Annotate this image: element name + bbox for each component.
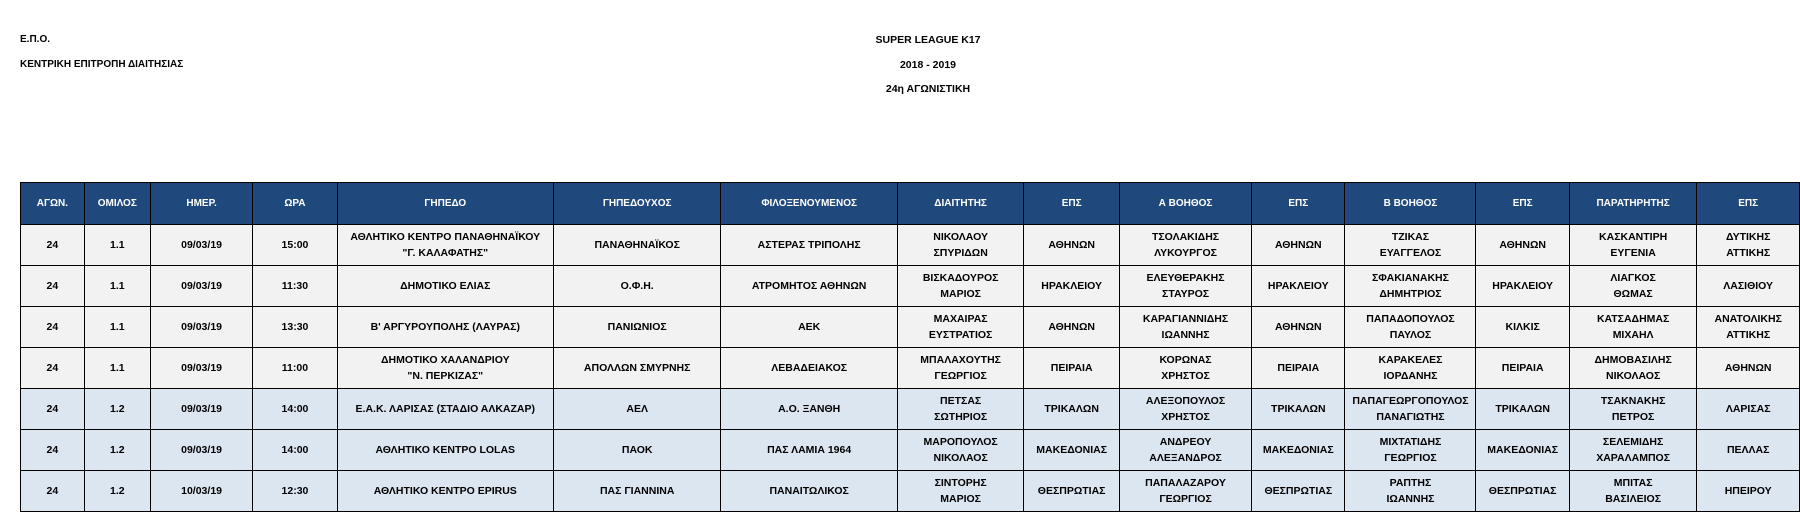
column-header: ΓΗΠΕΔΟ bbox=[337, 183, 553, 225]
table-cell: ΑΘΗΝΩΝ bbox=[1476, 225, 1569, 266]
cell-line: ΠΑΥΛΟΣ bbox=[1389, 329, 1432, 341]
table-cell: Α.Ο. ΞΑΝΘΗ bbox=[721, 389, 898, 430]
cell-line: ΤΣΑΚΝΑΚΗΣ bbox=[1600, 395, 1666, 407]
cell-line: ΜΑΧΑΙΡΑΣ bbox=[933, 313, 988, 325]
cell-line: ΓΕΩΡΓΙΟΣ bbox=[1384, 452, 1437, 464]
cell-line: ΑΝΔΡΕΟΥ bbox=[1159, 436, 1212, 448]
table-cell: 10/03/19 bbox=[150, 471, 253, 512]
table-cell: 24 bbox=[21, 389, 85, 430]
table-cell bbox=[1569, 307, 1697, 348]
table-cell: Ο.Φ.Η. bbox=[553, 266, 720, 307]
table-cell: ΜΑΚΕΔΟΝΙΑΣ bbox=[1252, 430, 1345, 471]
table-cell bbox=[897, 389, 1023, 430]
cell-line: ΠΑΠΑΛΑΖΑΡΟΥ bbox=[1145, 477, 1226, 489]
table-cell: ΗΡΑΚΛΕΙΟΥ bbox=[1476, 266, 1569, 307]
table-cell bbox=[1345, 225, 1476, 266]
season-label: 2018 - 2019 bbox=[899, 59, 957, 71]
table-cell: ΔΗΜΟΤΙΚΟ ΕΛΙΑΣ bbox=[337, 266, 553, 307]
cell-line: "Γ. ΚΑΛΑΦΑΤΗΣ" bbox=[402, 247, 489, 259]
cell-line: ΑΤΤΙΚΗΣ bbox=[1726, 247, 1771, 259]
cell-line: ΑΝΑΤΟΛΙΚΗΣ bbox=[1714, 313, 1782, 325]
table-cell: ΠΑΝΙΩΝΙΟΣ bbox=[553, 307, 720, 348]
table-row bbox=[21, 266, 1800, 307]
cell-line: ΘΩΜΑΣ bbox=[1613, 288, 1653, 300]
cell-line: ΣΕΛΕΜΙΔΗΣ bbox=[1602, 436, 1664, 448]
table-cell: ΛΕΒΑΔΕΙΑΚΟΣ bbox=[721, 348, 898, 389]
cell-line: ΧΑΡΑΛΑΜΠΟΣ bbox=[1596, 452, 1670, 464]
table-cell: Β' ΑΡΓΥΡΟΥΠΟΛΗΣ (ΛΑΥΡΑΣ) bbox=[337, 307, 553, 348]
table-cell bbox=[1697, 307, 1800, 348]
table-cell: ΑΣΤΕΡΑΣ ΤΡΙΠΟΛΗΣ bbox=[721, 225, 898, 266]
column-header: ΕΠΣ bbox=[1024, 183, 1120, 225]
table-cell bbox=[1119, 348, 1251, 389]
table-cell bbox=[1119, 225, 1251, 266]
table-cell bbox=[1697, 225, 1800, 266]
cell-line: ΠΕΤΡΟΣ bbox=[1611, 411, 1655, 423]
table-cell: ΛΑΣΙΘΙΟΥ bbox=[1697, 266, 1800, 307]
table-cell: ΠΑΣ ΓΙΑΝΝΙΝΑ bbox=[553, 471, 720, 512]
cell-line: ΝΙΚΟΛΑΟΣ bbox=[1605, 370, 1661, 382]
table-cell: 09/03/19 bbox=[150, 389, 253, 430]
cell-line: ΜΠΙΤΑΣ bbox=[1613, 477, 1653, 489]
column-header: Β ΒΟΗΘΟΣ bbox=[1345, 183, 1476, 225]
cell-line: ΝΙΚΟΛΑΟΥ bbox=[933, 231, 988, 243]
table-cell: ΑΘΗΝΩΝ bbox=[1024, 225, 1120, 266]
cell-line: ΕΥΣΤΡΑΤΙΟΣ bbox=[928, 329, 993, 341]
cell-line: ΣΙΝΤΟΡΗΣ bbox=[934, 477, 987, 489]
table-cell: 14:00 bbox=[253, 430, 337, 471]
cell-line: ΔΥΤΙΚΗΣ bbox=[1725, 231, 1771, 243]
table-cell bbox=[897, 225, 1023, 266]
cell-line: ΔΗΜΗΤΡΙΟΣ bbox=[1379, 288, 1442, 300]
cell-line: ΙΩΑΝΝΗΣ bbox=[1161, 329, 1210, 341]
table-cell: 1.2 bbox=[84, 389, 150, 430]
table-cell: 09/03/19 bbox=[150, 307, 253, 348]
table-cell: ΤΡΙΚΑΛΩΝ bbox=[1476, 389, 1569, 430]
table-cell: ΑΘΛΗΤΙΚΟ ΚΕΝΤΡΟ LOLAS bbox=[337, 430, 553, 471]
table-cell: 24 bbox=[21, 307, 85, 348]
table-cell: 1.1 bbox=[84, 266, 150, 307]
cell-line: ΣΤΑΥΡΟΣ bbox=[1162, 288, 1210, 300]
table-cell: 11:00 bbox=[253, 348, 337, 389]
column-header: ΦΙΛΟΞΕΝΟΥΜΕΝΟΣ bbox=[721, 183, 898, 225]
table-cell: ΛΑΡΙΣΑΣ bbox=[1697, 389, 1800, 430]
table-cell bbox=[1119, 307, 1251, 348]
cell-line: ΙΟΡΔΑΝΗΣ bbox=[1383, 370, 1438, 382]
table-cell: 14:00 bbox=[253, 389, 337, 430]
table-row bbox=[21, 225, 1800, 266]
table-cell bbox=[1569, 430, 1697, 471]
column-header: ΔΙΑΙΤΗΤΗΣ bbox=[897, 183, 1023, 225]
table-row bbox=[21, 471, 1800, 512]
table-cell bbox=[1119, 430, 1251, 471]
cell-line: ΠΑΠΑΓΕΩΡΓΟΠΟΥΛΟΣ bbox=[1352, 395, 1469, 407]
cell-line: ΕΥΓΕΝΙΑ bbox=[1610, 247, 1656, 259]
table-cell bbox=[337, 225, 553, 266]
table-cell bbox=[1569, 348, 1697, 389]
table-cell: ΑΠΟΛΛΩΝ ΣΜΥΡΝΗΣ bbox=[553, 348, 720, 389]
org-name: Ε.Π.Ο. bbox=[20, 34, 51, 45]
table-cell: 1.1 bbox=[84, 225, 150, 266]
table-cell: 24 bbox=[21, 471, 85, 512]
column-header: ΟΜΙΛΟΣ bbox=[84, 183, 150, 225]
round-label: 24η ΑΓΩΝΙΣΤΙΚΗ bbox=[885, 83, 971, 95]
table-cell bbox=[1569, 225, 1697, 266]
table-cell bbox=[897, 430, 1023, 471]
table-cell: ΑΘΗΝΩΝ bbox=[1024, 307, 1120, 348]
table-cell: ΗΠΕΙΡΟΥ bbox=[1697, 471, 1800, 512]
table-cell: ΠΕΙΡΑΙΑ bbox=[1024, 348, 1120, 389]
table-row bbox=[21, 430, 1800, 471]
table-cell: ΤΡΙΚΑΛΩΝ bbox=[1252, 389, 1345, 430]
committee-name: ΚΕΝΤΡΙΚΗ ΕΠΙΤΡΟΠΗ ΔΙΑΙΤΗΣΙΑΣ bbox=[20, 59, 184, 70]
cell-line: ΕΛΕΥΘΕΡΑΚΗΣ bbox=[1146, 272, 1225, 284]
table-cell: ΠΕΙΡΑΙΑ bbox=[1476, 348, 1569, 389]
table-cell bbox=[897, 307, 1023, 348]
cell-line: ΑΛΕΞΟΠΟΥΛΟΣ bbox=[1145, 395, 1226, 407]
cell-line: ΠΑΠΑΔΟΠΟΥΛΟΣ bbox=[1366, 313, 1455, 325]
table-cell: ΑΕΚ bbox=[721, 307, 898, 348]
table-cell bbox=[1119, 389, 1251, 430]
table-cell bbox=[1119, 471, 1251, 512]
table-cell: 1.2 bbox=[84, 430, 150, 471]
table-cell bbox=[337, 348, 553, 389]
cell-line: ΤΖΙΚΑΣ bbox=[1391, 231, 1430, 243]
cell-line: ΡΑΠΤΗΣ bbox=[1389, 477, 1432, 489]
table-cell: 1.2 bbox=[84, 471, 150, 512]
table-cell: ΘΕΣΠΡΩΤΙΑΣ bbox=[1252, 471, 1345, 512]
cell-line: ΔΗΜΟΒΑΣΙΛΗΣ bbox=[1594, 354, 1672, 366]
cell-line: ΒΑΣΙΛΕΙΟΣ bbox=[1605, 493, 1661, 505]
cell-line: ΚΟΡΩΝΑΣ bbox=[1159, 354, 1212, 366]
column-header: ΕΠΣ bbox=[1697, 183, 1800, 225]
table-cell: ΤΡΙΚΑΛΩΝ bbox=[1024, 389, 1120, 430]
cell-line: ΔΗΜΟΤΙΚΟ ΧΑΛΑΝΔΡΙΟΥ bbox=[380, 354, 510, 366]
column-header: ΑΓΩΝ. bbox=[21, 183, 85, 225]
table-cell bbox=[1345, 471, 1476, 512]
table-cell: ΠΕΛΛΑΣ bbox=[1697, 430, 1800, 471]
table-cell: ΠΑΟΚ bbox=[553, 430, 720, 471]
table-row bbox=[21, 389, 1800, 430]
table-cell: ΠΕΙΡΑΙΑ bbox=[1252, 348, 1345, 389]
table-cell: 13:30 bbox=[253, 307, 337, 348]
cell-line: ΛΥΚΟΥΡΓΟΣ bbox=[1154, 247, 1217, 259]
cell-line: ΜΑΡΙΟΣ bbox=[940, 288, 981, 300]
table-cell: 11:30 bbox=[253, 266, 337, 307]
cell-line: ΜΑΡΟΠΟΥΛΟΣ bbox=[923, 436, 998, 448]
table-cell: 15:00 bbox=[253, 225, 337, 266]
table-cell bbox=[1569, 471, 1697, 512]
cell-line: ΚΑΡΑΓΙΑΝΝΙΔΗΣ bbox=[1142, 313, 1229, 325]
cell-line: ΚΑΡΑΚΕΛΕΣ bbox=[1378, 354, 1443, 366]
cell-line: ΕΥΑΓΓΕΛΟΣ bbox=[1379, 247, 1442, 259]
table-cell: ΠΑΝΑΙΤΩΛΙΚΟΣ bbox=[721, 471, 898, 512]
table-cell: ΑΕΛ bbox=[553, 389, 720, 430]
table-cell: 24 bbox=[21, 430, 85, 471]
column-header: ΕΠΣ bbox=[1252, 183, 1345, 225]
column-header: ΩΡΑ bbox=[253, 183, 337, 225]
cell-line: ΠΑΝΑΓΙΩΤΗΣ bbox=[1376, 411, 1445, 423]
cell-line: ΧΡΗΣΤΟΣ bbox=[1161, 411, 1210, 423]
table-cell: ΗΡΑΚΛΕΙΟΥ bbox=[1252, 266, 1345, 307]
table-cell bbox=[897, 471, 1023, 512]
cell-line: ΑΘΛΗΤΙΚΟ ΚΕΝΤΡΟ ΠΑΝΑΘΗΝΑΪΚΟΥ bbox=[350, 231, 541, 243]
table-cell: 24 bbox=[21, 348, 85, 389]
table-cell bbox=[1569, 266, 1697, 307]
cell-line: ΣΦΑΚΙΑΝΑΚΗΣ bbox=[1372, 272, 1449, 284]
column-header: ΗΜΕΡ. bbox=[150, 183, 253, 225]
table-cell: ΚΙΛΚΙΣ bbox=[1476, 307, 1569, 348]
table-cell: ΠΑΝΑΘΗΝΑΪΚΟΣ bbox=[553, 225, 720, 266]
table-cell bbox=[1119, 266, 1251, 307]
cell-line: ΜΑΡΙΟΣ bbox=[940, 493, 981, 505]
cell-line: ΧΡΗΣΤΟΣ bbox=[1161, 370, 1210, 382]
column-header: ΠΑΡΑΤΗΡΗΤΗΣ bbox=[1569, 183, 1697, 225]
table-cell: 09/03/19 bbox=[150, 225, 253, 266]
table-cell: ΘΕΣΠΡΩΤΙΑΣ bbox=[1476, 471, 1569, 512]
table-cell: 12:30 bbox=[253, 471, 337, 512]
cell-line: ΓΕΩΡΓΙΟΣ bbox=[1159, 493, 1212, 505]
table-cell: ΑΘΗΝΩΝ bbox=[1252, 225, 1345, 266]
table-header-row bbox=[21, 183, 1800, 225]
table-cell bbox=[1345, 389, 1476, 430]
cell-line: ΜΙΧΤΑΤΙΔΗΣ bbox=[1379, 436, 1442, 448]
table-cell: 1.1 bbox=[84, 307, 150, 348]
table-cell: Ε.Α.Κ. ΛΑΡΙΣΑΣ (ΣΤΑΔΙΟ ΑΛΚΑΖΑΡ) bbox=[337, 389, 553, 430]
table-cell: 09/03/19 bbox=[150, 348, 253, 389]
table-cell bbox=[1569, 389, 1697, 430]
table-cell bbox=[897, 348, 1023, 389]
table-cell: 1.1 bbox=[84, 348, 150, 389]
cell-line: ΛΙΑΓΚΟΣ bbox=[1610, 272, 1656, 284]
cell-line: ΠΕΤΣΑΣ bbox=[940, 395, 982, 407]
table-cell: ΜΑΚΕΔΟΝΙΑΣ bbox=[1024, 430, 1120, 471]
table-cell bbox=[1345, 307, 1476, 348]
cell-line: ΝΙΚΟΛΑΟΣ bbox=[933, 452, 988, 464]
column-header: ΕΠΣ bbox=[1476, 183, 1569, 225]
table-cell: 24 bbox=[21, 266, 85, 307]
table-cell: ΠΑΣ ΛΑΜΙΑ 1964 bbox=[721, 430, 898, 471]
cell-line: ΣΠΥΡΙΔΩΝ bbox=[933, 247, 988, 259]
table-cell: ΗΡΑΚΛΕΙΟΥ bbox=[1024, 266, 1120, 307]
table-cell: 09/03/19 bbox=[150, 430, 253, 471]
column-header: Α ΒΟΗΘΟΣ bbox=[1119, 183, 1251, 225]
table-cell bbox=[897, 266, 1023, 307]
cell-line: ΜΙΧΑΗΛ bbox=[1612, 329, 1654, 341]
table-cell: ΑΘΗΝΩΝ bbox=[1697, 348, 1800, 389]
cell-line: ΜΠΑΛΑΧΟΥΤΗΣ bbox=[920, 354, 1001, 366]
cell-line: ΑΤΤΙΚΗΣ bbox=[1726, 329, 1771, 341]
cell-line: ΚΑΤΣΑΔΗΜΑΣ bbox=[1596, 313, 1670, 325]
table-row bbox=[21, 307, 1800, 348]
cell-line: ΙΩΑΝΝΗΣ bbox=[1386, 493, 1435, 505]
table-cell bbox=[1345, 348, 1476, 389]
referee-assignments-table bbox=[20, 182, 1800, 512]
cell-line: ΒΙΣΚΑΔΟΥΡΟΣ bbox=[922, 272, 999, 284]
table-row bbox=[21, 348, 1800, 389]
table-cell bbox=[1345, 266, 1476, 307]
table-cell: ΑΘΗΝΩΝ bbox=[1252, 307, 1345, 348]
table-cell: ΘΕΣΠΡΩΤΙΑΣ bbox=[1024, 471, 1120, 512]
cell-line: ΚΑΣΚΑΝΤΙΡΗ bbox=[1599, 231, 1668, 243]
cell-line: ΣΩΤΗΡΙΟΣ bbox=[934, 411, 988, 423]
table-cell: 24 bbox=[21, 225, 85, 266]
table-cell: ΑΘΛΗΤΙΚΟ ΚΕΝΤΡΟ EPIRUS bbox=[337, 471, 553, 512]
cell-line: "Ν. ΠΕΡΚΙΖΑΣ" bbox=[407, 370, 484, 382]
cell-line: ΑΛΕΞΑΝΔΡΟΣ bbox=[1149, 452, 1222, 464]
table-cell: ΜΑΚΕΔΟΝΙΑΣ bbox=[1476, 430, 1569, 471]
table-cell: 09/03/19 bbox=[150, 266, 253, 307]
cell-line: ΤΣΟΛΑΚΙΔΗΣ bbox=[1151, 231, 1220, 243]
cell-line: ΓΕΩΡΓΙΟΣ bbox=[934, 370, 987, 382]
table-cell: ΑΤΡΟΜΗΤΟΣ ΑΘΗΝΩΝ bbox=[721, 266, 898, 307]
column-header: ΓΗΠΕΔΟΥΧΟΣ bbox=[553, 183, 720, 225]
table-cell bbox=[1345, 430, 1476, 471]
league-title: SUPER LEAGUE K17 bbox=[875, 34, 981, 46]
